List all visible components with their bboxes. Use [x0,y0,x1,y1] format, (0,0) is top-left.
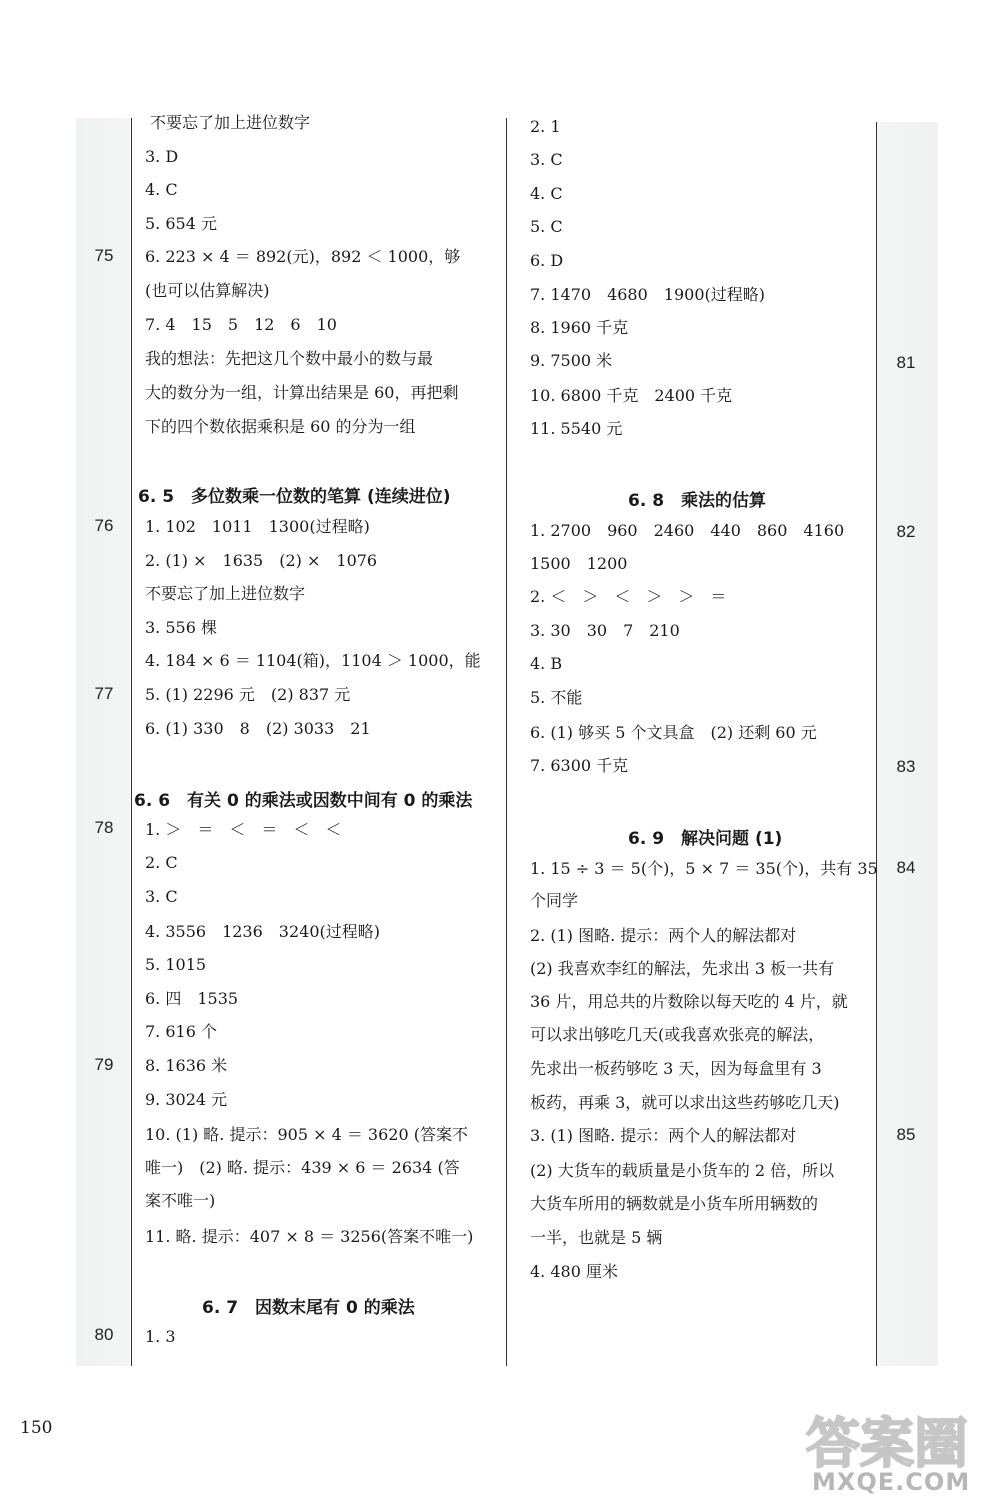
answer-line: 7. 4 15 5 12 6 10 [145,315,337,334]
page-ref-79: 79 [94,1055,114,1074]
left-rule [131,118,132,1366]
answer-line: 1. 3 [145,1327,176,1346]
answer-line: 7. 1470 4680 1900(过程略) [530,285,765,304]
answer-line: (2) 大货车的载质量是小货车的 2 倍，所以 [530,1161,835,1180]
answer-line: 9. 7500 米 [530,351,613,370]
answer-line: 5. 不能 [530,688,583,707]
page-ref-78: 78 [94,818,114,837]
page-ref-81: 81 [896,353,916,372]
answer-line: 个同学 [530,891,579,910]
right-margin-band [876,122,938,1366]
section-heading-6-7: 6. 7 因数末尾有 0 的乘法 [202,1298,415,1318]
answer-line: 5. 1015 [145,955,207,974]
answer-line: (2) 我喜欢李红的解法，先求出 3 板一共有 [530,959,835,978]
answer-line: 可以求出够吃几天(或我喜欢张亮的解法， [530,1025,825,1044]
answer-line: 2. (1) × 1635 (2) × 1076 [145,551,378,570]
section-heading-6-9: 6. 9 解决问题 (1) [628,829,783,849]
answer-line: 4. C [145,180,178,199]
page-number: 150 [20,1418,53,1438]
answer-line: 8. 1636 米 [145,1056,228,1075]
answer-line: 4. 3556 1236 3240(过程略) [145,922,380,941]
page-ref-75: 75 [94,246,114,265]
right-rule [876,122,877,1366]
answer-line: 3. C [530,150,563,169]
answer-line: 4. 480 厘米 [530,1262,618,1281]
answer-line: 3. D [145,147,179,166]
answer-line: 大货车所用的辆数就是小货车所用辆数的 [530,1194,819,1213]
answer-line: 6. D [530,251,564,270]
answer-line: 1. 2700 960 2460 440 860 4160 [530,521,845,540]
answer-line: 1. ＞ ＝ ＜ ＝ ＜ ＜ [145,820,342,839]
page-ref-76: 76 [94,516,114,535]
answer-line: 3. C [145,887,178,906]
answer-line: 先求出一板药够吃 3 天，因为每盒里有 3 [530,1059,822,1078]
answer-line: 6. 四 1535 [145,989,239,1008]
answer-line: 2. C [145,853,178,872]
answer-line: 案不唯一) [145,1191,216,1210]
answer-line: 唯一) (2) 略. 提示：439 × 6 ＝ 2634 (答 [145,1158,460,1177]
page-ref-85: 85 [896,1125,916,1144]
page-ref-77: 77 [94,684,114,703]
answer-line: 9. 3024 元 [145,1090,228,1109]
answer-line: 不要忘了加上进位数字 [150,113,311,132]
answer-line: 6. (1) 330 8 (2) 3033 21 [145,719,371,738]
answer-line: 5. C [530,217,563,236]
answer-line: 下的四个数依据乘积是 60 的分为一组 [145,417,416,436]
answer-line: 3. 30 30 7 210 [530,621,680,640]
page-ref-84: 84 [896,858,916,877]
answer-line: 一半，也就是 5 辆 [530,1228,663,1247]
answer-line: 6. (1) 够买 5 个文具盒 (2) 还剩 60 元 [530,723,817,742]
answer-line: 6. 223 × 4 ＝ 892(元)，892 ＜ 1000，够 [145,247,461,266]
answer-line: 大的数分为一组，计算出结果是 60，再把剩 [145,383,459,402]
answer-line: 8. 1960 千克 [530,318,629,337]
answer-line: 11. 略. 提示：407 × 8 ＝ 3256(答案不唯一) [145,1227,474,1246]
answer-line: 36 片，用总共的片数除以每天吃的 4 片，就 [530,992,848,1011]
page-ref-80: 80 [94,1325,114,1344]
left-margin-band [76,118,130,1366]
section-heading-6-5: 6. 5 多位数乘一位数的笔算 (连续进位) [138,487,451,507]
section-heading-6-6: 6. 6 有关 0 的乘法或因数中间有 0 的乘法 [134,791,473,811]
answer-line: 3. 556 棵 [145,618,217,637]
answer-line: 2. ＜ ＞ ＜ ＞ ＞ ＝ [530,587,727,606]
watermark-site: MXQE.COM [812,1468,971,1496]
answer-line: (也可以估算解决) [145,281,270,300]
answer-line: 10. (1) 略. 提示：905 × 4 ＝ 3620 (答案不 [145,1125,468,1144]
answer-line: 4. B [530,654,563,673]
answer-line: 2. 1 [530,117,561,136]
page-ref-83: 83 [896,757,916,776]
answer-line: 不要忘了加上进位数字 [145,584,306,603]
page-ref-82: 82 [896,522,916,541]
answer-line: 4. C [530,184,563,203]
answer-line: 我的想法：先把这几个数中最小的数与最 [145,349,434,368]
answer-line: 1500 1200 [530,554,628,573]
section-heading-6-8: 6. 8 乘法的估算 [628,491,767,511]
watermark-main: 答案圈 [806,1412,968,1475]
answer-line: 1. 15 ÷ 3 ＝ 5(个)，5 × 7 ＝ 35(个)，共有 35 [530,859,878,878]
answer-line: 1. 102 1011 1300(过程略) [145,517,370,536]
answer-line: 3. (1) 图略. 提示：两个人的解法都对 [530,1126,797,1145]
answer-line: 2. (1) 图略. 提示：两个人的解法都对 [530,926,797,945]
answer-line: 7. 616 个 [145,1022,217,1041]
answer-line: 5. (1) 2296 元 (2) 837 元 [145,685,351,704]
center-rule [506,118,507,1366]
answer-line: 4. 184 × 6 ＝ 1104(箱)，1104 ＞ 1000，能 [145,651,481,670]
answer-line: 11. 5540 元 [530,419,623,438]
answer-line: 10. 6800 千克 2400 千克 [530,386,733,405]
answer-line: 5. 654 元 [145,214,217,233]
answer-line: 7. 6300 千克 [530,756,629,775]
answer-line: 板药，再乘 3，就可以求出这些药够吃几天) [530,1093,840,1112]
